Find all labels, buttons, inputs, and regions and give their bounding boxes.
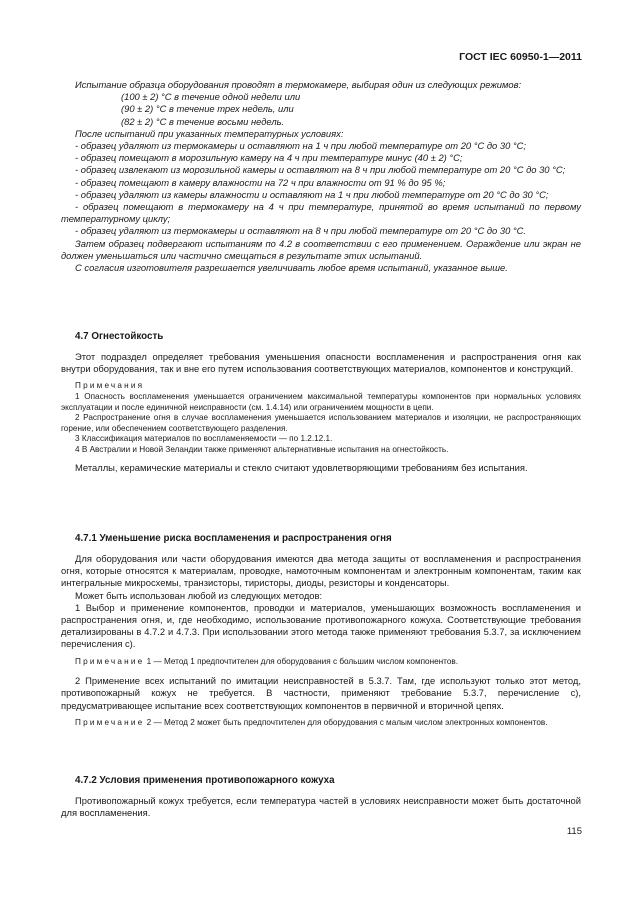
- page-number: 115: [566, 826, 582, 837]
- method-2-note: [61, 718, 581, 729]
- standard-header: ГОСТ IEC 60950-1—2011: [459, 51, 582, 63]
- section-title: 4.7.1 Уменьшение риска воспламенения и распространения огня: [75, 533, 392, 544]
- test-intro: Испытание образца оборудования проводят в термокамере, выбирая один из следующих режимов:: [75, 79, 522, 90]
- test-after: После испытаний при указанных температурных условиях:: [75, 127, 344, 139]
- test-procedure: [61, 79, 581, 274]
- test-mode: (100 ± 2) °С в течение одной недели или: [121, 91, 301, 103]
- note-text: 2 — Метод 2 может быть предпочтителен для оборудования с малым числом электронных компонентов.: [146, 717, 548, 727]
- test-step: - образец удаляют из камеры влажности и оставляют на 1 ч при любой температуре от 20 °С до 30 °С;: [75, 188, 549, 200]
- note-label: Примечание: [75, 717, 145, 727]
- test-step: - образец извлекают из морозильной камеры и оставляют на 8 ч при любой температуре от 20 °С до 30 °С;: [75, 164, 566, 176]
- section-title: 4.7.2 Условия применения противопожарного кожуха: [75, 775, 335, 786]
- metals-paragraph: Металлы, керамические материалы и стекло считают удовлетворяющими требованиям без испытания.: [75, 461, 528, 473]
- method-1: 1 Выбор и применение компонентов, проводки и материалов, уменьшающих возможность воспламенения и распространения огня, и, где необходимо, использование противопожарного кожуха. Соответствующие требования детализированы в 4.7.2 и 4.7.3. При использовании этого метода также применяют требования 5.3.7, за исключением перечисления с).: [61, 601, 581, 650]
- method-1-note: [61, 657, 581, 668]
- note-item: 2 Распространение огня в случае воспламенения уменьшается использованием материалов и изоляции, не распространяющих горение, или обеспечением соответствующего разделения.: [61, 413, 581, 433]
- note-item: 1 Опасность воспламенения уменьшается ограничением максимальной температуры компонентов при нормальных условиях эксплуатации и после единичной неисправности (см. 1.4.14) или ограничением мощности в цепи.: [61, 392, 581, 412]
- note-label: Примечание: [75, 656, 145, 666]
- test-mode: (90 ± 2) °С в течение трех недель, или: [121, 103, 294, 115]
- section-title: 4.7 Огнестойкость: [75, 331, 164, 342]
- test-step: - образец помещают в камеру влажности на 72 ч при влажности от 91 % до 95 %;: [75, 176, 446, 188]
- test-step: - образец удаляют из термокамеры и оставляют на 1 ч при любой температуре от 20 °С до 30 °С;: [75, 140, 527, 152]
- method-2: 2 Применение всех испытаний по имитации неисправностей в 5.3.7. Там, где используют только этот метод, противопожарный кожух не требуется. В частности, применяют требование 5.3.7, перечисление с), предусматривающее испытание всех соответствующих компонентов в первичной и вторичной цепях.: [61, 675, 581, 711]
- section-paragraph: Для оборудования или части оборудования имеются два метода защиты от воспламенения и распространения огня, которые относятся к материалам, проводке, намоточным компонентам и электронным компонентам, таким как интегральные микросхемы, транзисторы, тиристоры, диоды, резисторы и конденсаторы.: [61, 553, 581, 589]
- test-step: - образец помещают в термокамеру на 4 ч при температуре, принятой во время испытаний по первому температурному циклу;: [61, 201, 581, 225]
- section-paragraph: Противопожарный кожух требуется, если температура частей в условиях неисправности может быть достаточной для воспламенения.: [61, 795, 581, 819]
- test-then: Затем образец подвергают испытаниям по 4.2 в соответствии с его применением. Ограждение или экран не должен уменьшаться или частично смещаться в результате этих испытаний.: [61, 237, 581, 261]
- test-mode: (82 ± 2) °С в течение восьми недель.: [121, 115, 285, 127]
- test-step: - образец удаляют из термокамеры и оставляют на 8 ч при любой температуре от 20 °С до 30 °С.: [75, 225, 527, 237]
- note-item: 3 Классификация материалов по воспламеняемости — по 1.2.12.1.: [75, 434, 333, 444]
- section-paragraph: Может быть использован любой из следующих методов:: [75, 589, 323, 601]
- section-4-7: [61, 331, 581, 474]
- notes-label: Примечания: [75, 381, 145, 391]
- test-consent: С согласия изготовителя разрешается увеличивать любое время испытаний, указанное выше.: [75, 262, 508, 274]
- note-text: 1 — Метод 1 предпочтителен для оборудования с большим числом компонентов.: [146, 656, 459, 666]
- note-item: 4 В Австралии и Новой Зеландии также применяют альтернативные испытания на огнестойкость.: [75, 444, 449, 454]
- section-body: Этот подраздел определяет требования уменьшения опасности воспламенения и распространения огня как внутри оборудования, так и вне его путем использования соответствующих материалов, компонентов и конструкций.: [61, 351, 581, 375]
- section-4-7-1: [61, 533, 581, 728]
- section-4-7-2: [61, 775, 581, 819]
- test-step: - образец помещают в морозильную камеру на 4 ч при температуре минус (40 ± 2) °С;: [75, 152, 463, 164]
